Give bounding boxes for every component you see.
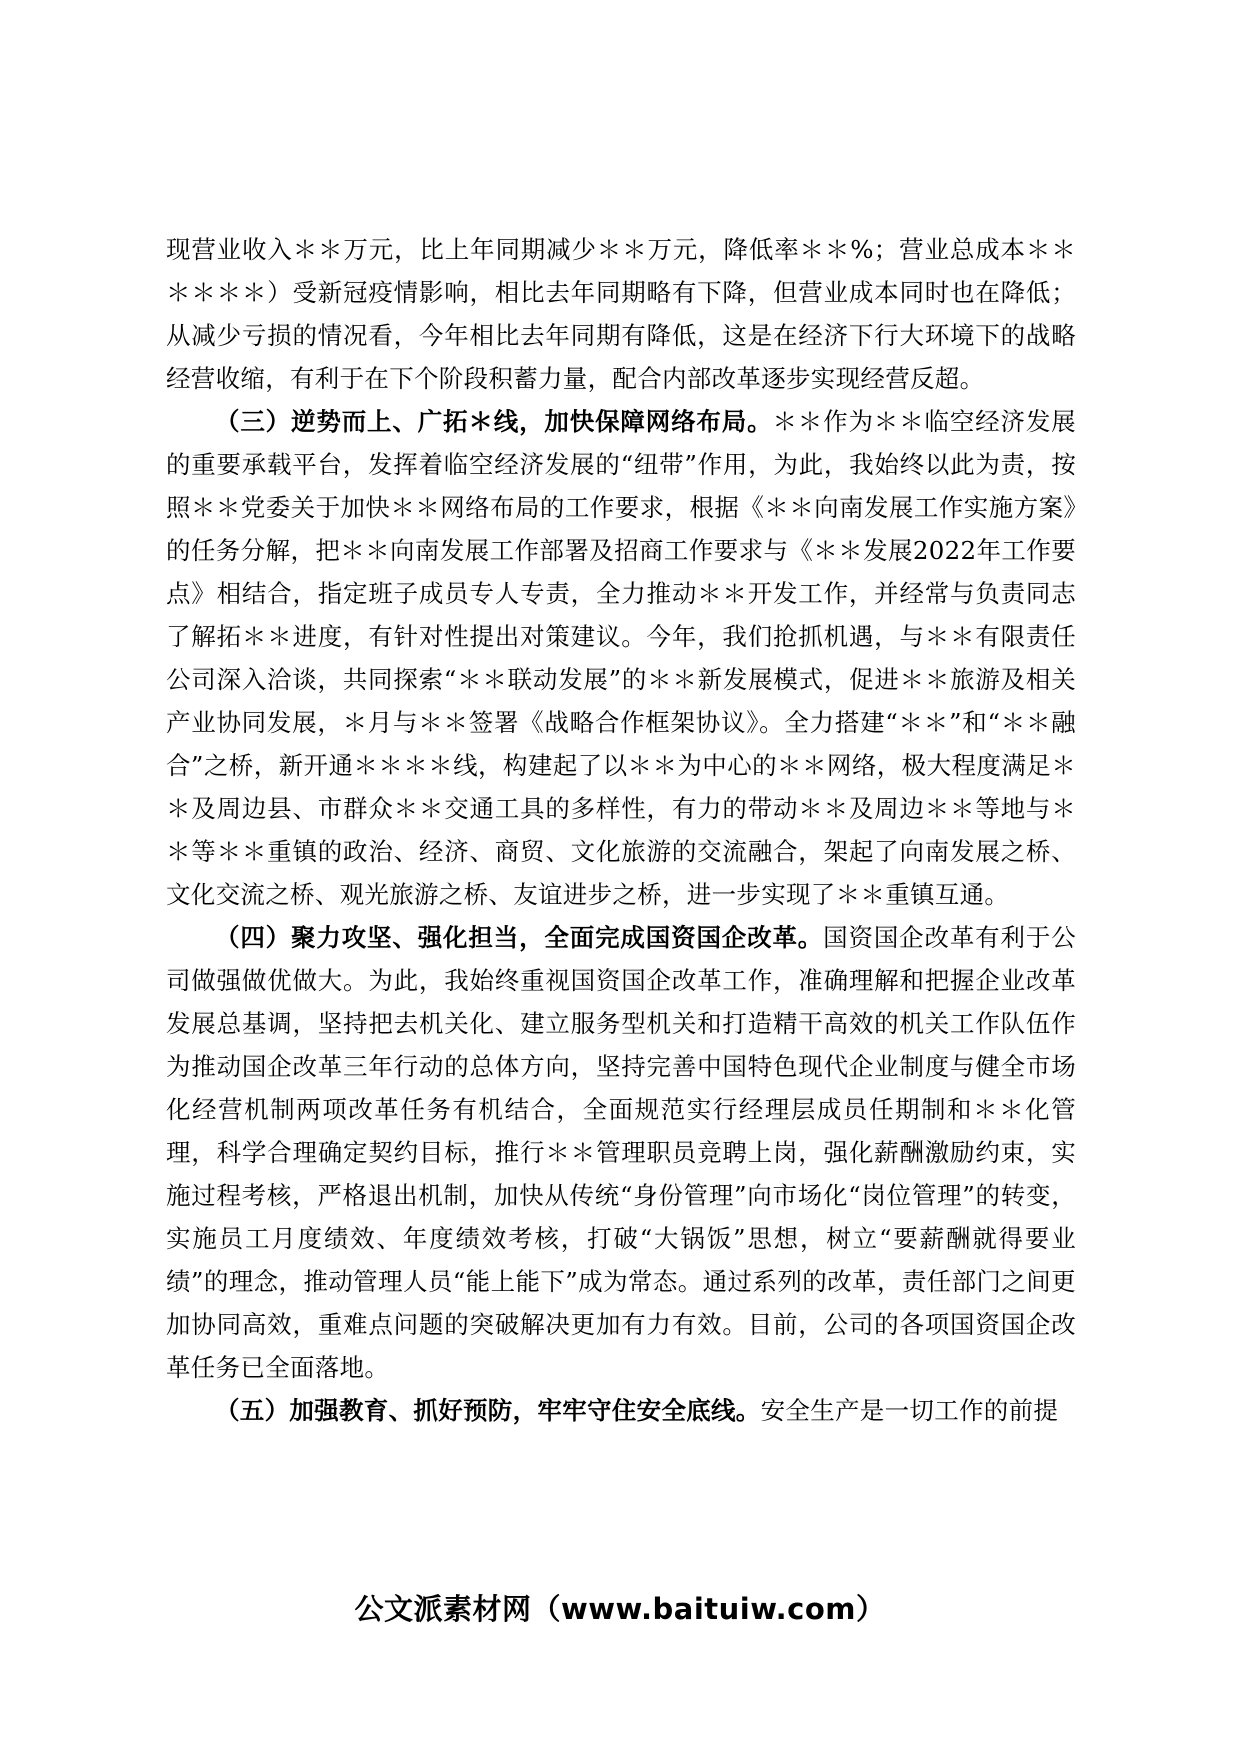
paragraph-text: 国资国企改革有利于公司做强做优做大。为此，我始终重视国资国企改革工作，准确理解和把握企业改革发展总基调，坚持把去机关化、建立服务型机关和打造精干高效的机关工作队伍作为推动国企改革三年行动的总体方向，坚持完善中国特色现代企业制度与健全市场化经营机制两项改革任务有机结合，全面规范实行经理层成员任期制和＊＊化管理，科学合理确定契约目标，推行＊＊管理职员竞聘上岗，强化薪酬激励约束，实施过程考核，严格退出机制，加快从传统“身份管理”向市场化“岗位管理”的转变，实施员工月度绩效、年度绩效考核，打破“大锅饭”思想，树立“要薪酬就得要业绩”的理念，推动管理人员“能上能下”成为常态。通过系列的改革，责任部门之间更加协同高效，重难点问题的突破解决更加有力有效。目前，公司的各项国资国企改革任务已全面落地。 xyxy=(166,923,1076,1382)
paragraph-text: ＊＊作为＊＊临空经济发展的重要承载平台，发挥着临空经济发展的“纽带”作用，为此，我始终以此为责，按照＊＊党委关于加快＊＊网络布局的工作要求，根据《＊＊向南发展工作实施方案》的任务分解，把＊＊向南发展工作部署及招商工作要求与《＊＊发展2022年工作要点》相结合，指定班子成员专人专责，全力推动＊＊开发工作，并经常与负责同志了解拓＊＊进度，有针对性提出对策建议。今年，我们抢抓机遇，与＊＊有限责任公司深入洽谈，共同探索“＊＊联动发展”的＊＊新发展模式，促进＊＊旅游及相关产业协同发展，＊月与＊＊签署《战略合作框架协议》。全力搭建“＊＊”和“＊＊融合”之桥，新开通＊＊＊＊线，构建起了以＊＊为中心的＊＊网络，极大程度满足＊＊及周边县、市群众＊＊交通工具的多样性，有力的带动＊＊及周边＊＊等地与＊＊等＊＊重镇的政治、经济、商贸、文化旅游的交流融合，架起了向南发展之桥、文化交流之桥、观光旅游之桥、友谊进步之桥，进一步实现了＊＊重镇互通。 xyxy=(166,407,1076,909)
paragraph-text: 安全生产是一切工作的前提 xyxy=(760,1396,1059,1425)
section-heading: （四）聚力攻坚、强化担当，全面完成国资国企改革。 xyxy=(215,923,824,952)
paragraph-section-4 xyxy=(166,916,1076,1389)
footer-source: 公文派素材网（www.baituiw.com） xyxy=(354,1592,886,1626)
paragraph-section-3 xyxy=(166,400,1076,916)
paragraph-text: 现营业收入＊＊万元，比上年同期减少＊＊万元，降低率＊＊%；营业总成本＊＊＊＊＊＊）受新冠疫情影响，相比去年同期略有下降，但营业成本同时也在降低；从减少亏损的情况看，今年相比去年同期有降低，这是在经济下行大环境下的战略经营收缩，有利于在下个阶段积蓄力量，配合内部改革逐步实现经营反超。 xyxy=(166,235,1076,393)
section-heading: （五）加强教育、抓好预防，牢牢守住安全底线。 xyxy=(215,1396,761,1425)
paragraph-revenue xyxy=(166,228,1076,400)
paragraph-section-5 xyxy=(166,1389,1076,1432)
section-heading: （三）逆势而上、广拓＊线，加快保障网络布局。 xyxy=(215,407,773,436)
document-body xyxy=(166,228,1076,1432)
